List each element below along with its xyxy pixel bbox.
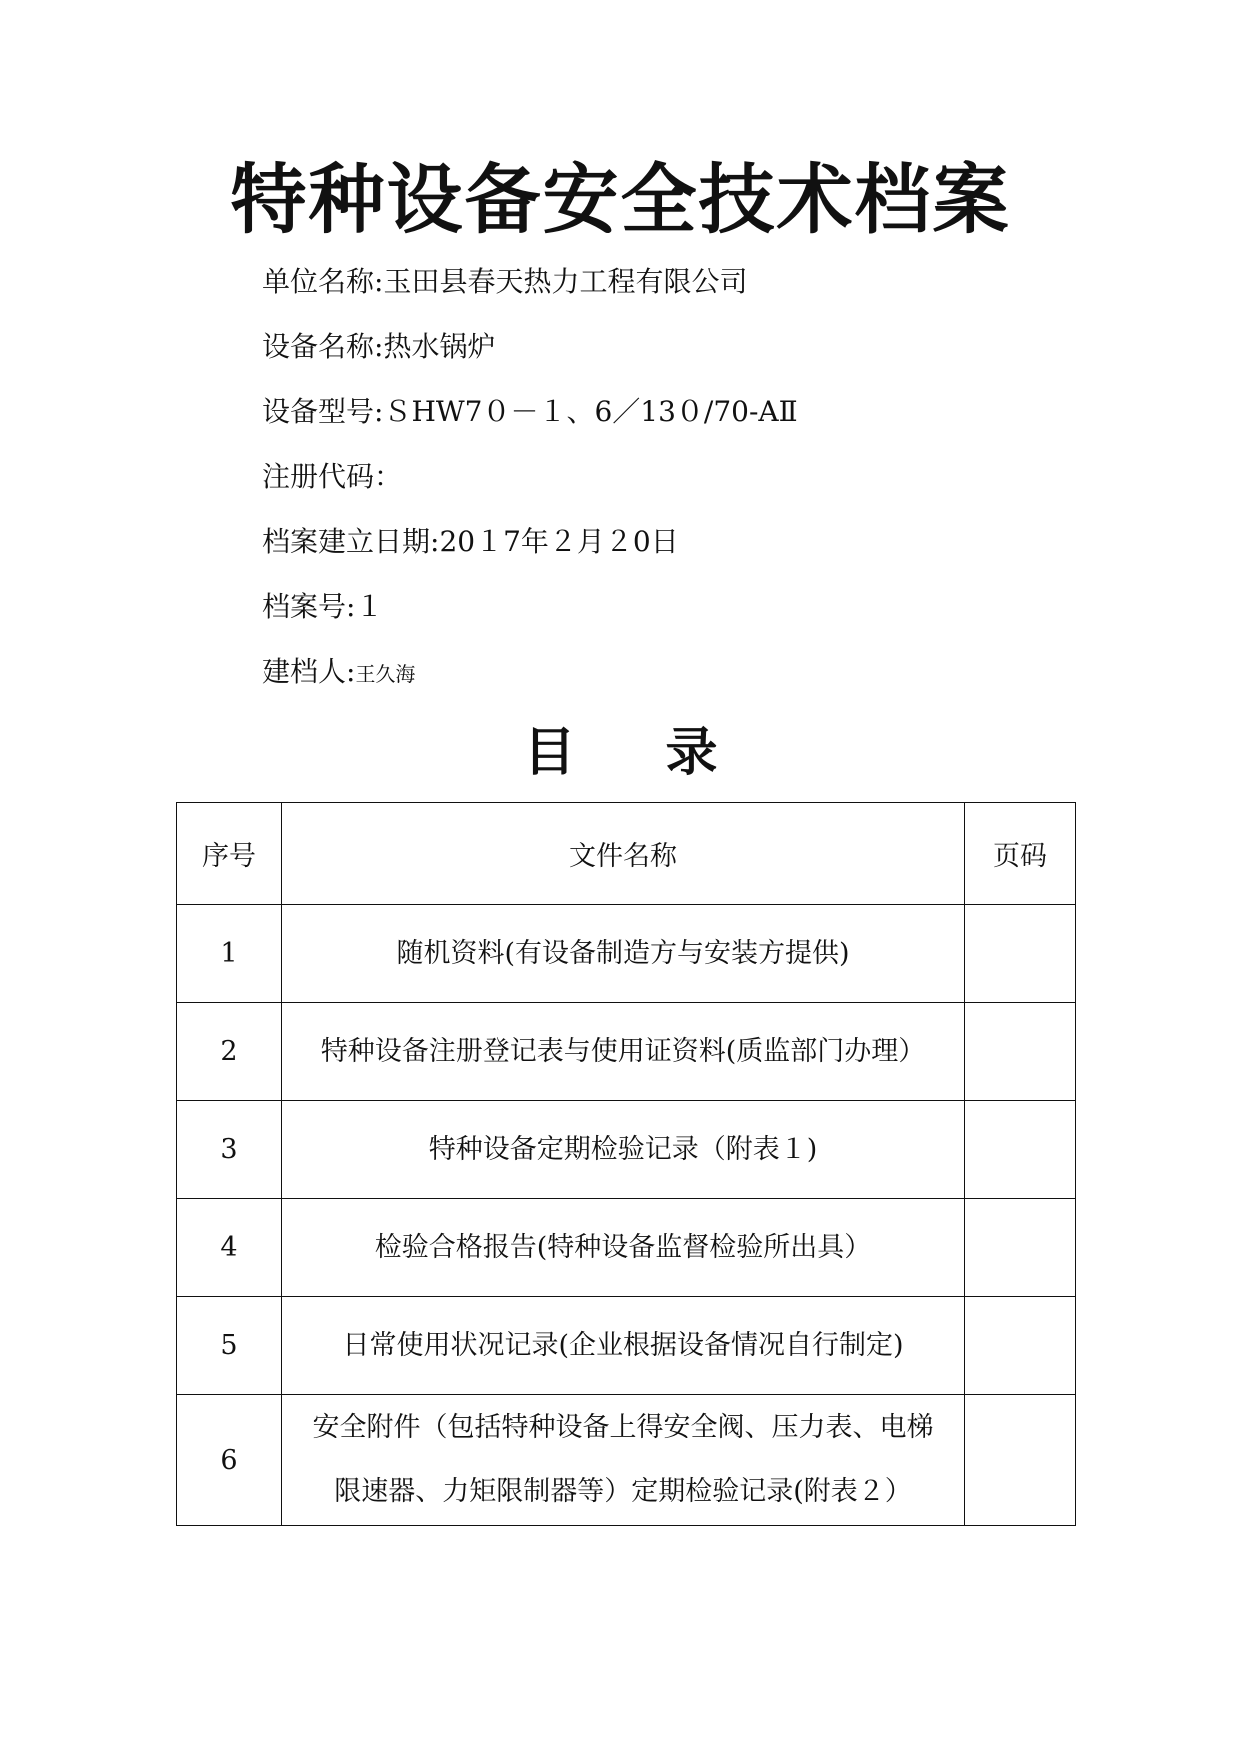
header-page: 页码	[965, 803, 1076, 905]
info-row-equipment-model	[262, 388, 1162, 453]
row-name: 日常使用状况记录(企业根据设备情况自行制定)	[282, 1297, 965, 1395]
document-title: 特种设备安全技术档案	[230, 155, 1011, 244]
table-row	[177, 905, 1076, 1003]
row-name	[282, 1395, 965, 1526]
equipment-model-label: 设备型号:	[262, 395, 384, 428]
table-row	[177, 1199, 1076, 1297]
registration-code-label: 注册代码：	[262, 460, 403, 493]
row-name-line-1: 安全附件（包括特种设备上得安全阀、压力表、电梯	[312, 1412, 934, 1443]
archivist-value: 王久海	[355, 662, 416, 686]
row-page	[965, 1199, 1076, 1297]
unit-name-label: 单位名称:	[262, 265, 384, 298]
row-name: 随机资料(有设备制造方与安装方提供)	[282, 905, 965, 1003]
info-row-registration-code	[262, 453, 1162, 518]
table-row	[177, 1003, 1076, 1101]
toc-header-row	[177, 803, 1076, 905]
archive-date-label: 档案建立日期:	[262, 525, 440, 558]
equipment-name-label: 设备名称:	[262, 330, 384, 363]
row-page	[965, 1297, 1076, 1395]
header-name: 文件名称	[282, 803, 965, 905]
archive-number-value: １	[355, 590, 384, 623]
archive-number-label: 档案号:	[262, 590, 356, 623]
toc-title-right: 录	[665, 723, 718, 783]
unit-name-value: 玉田县春天热力工程有限公司	[383, 265, 748, 298]
row-no: 6	[177, 1395, 282, 1526]
row-name: 特种设备定期检验记录（附表１)	[282, 1101, 965, 1199]
row-no: 4	[177, 1199, 282, 1297]
toc-title-left: 目	[523, 723, 576, 783]
row-page	[965, 905, 1076, 1003]
header-no: 序号	[177, 803, 282, 905]
table-row	[177, 1297, 1076, 1395]
equipment-name-value: 热水锅炉	[383, 330, 496, 363]
row-no: 2	[177, 1003, 282, 1101]
row-page	[965, 1003, 1076, 1101]
info-row-unit-name	[262, 258, 1162, 323]
row-page	[965, 1395, 1076, 1526]
row-page	[965, 1101, 1076, 1199]
toc-table	[176, 802, 1076, 1526]
toc-title	[0, 718, 1241, 788]
table-row	[177, 1101, 1076, 1199]
info-row-archive-date	[262, 518, 1162, 583]
info-block	[262, 258, 1162, 713]
row-name: 特种设备注册登记表与使用证资料(质监部门办理）	[282, 1003, 965, 1101]
info-row-archive-number	[262, 583, 1162, 648]
row-name-line-2: 限速器、力矩限制器等）定期检验记录(附表２）	[334, 1476, 912, 1507]
info-row-archivist	[262, 648, 1162, 713]
archivist-label: 建档人:	[262, 655, 356, 688]
info-row-equipment-name	[262, 323, 1162, 388]
archive-date-value: 20１7年２月２0日	[439, 525, 679, 558]
table-row	[177, 1395, 1076, 1526]
row-no: 5	[177, 1297, 282, 1395]
row-no: 3	[177, 1101, 282, 1199]
row-name: 检验合格报告(特种设备监督检验所出具）	[282, 1199, 965, 1297]
equipment-model-value: ＳHW7０－１、6／13０/70-AⅡ	[383, 395, 798, 428]
row-no: 1	[177, 905, 282, 1003]
